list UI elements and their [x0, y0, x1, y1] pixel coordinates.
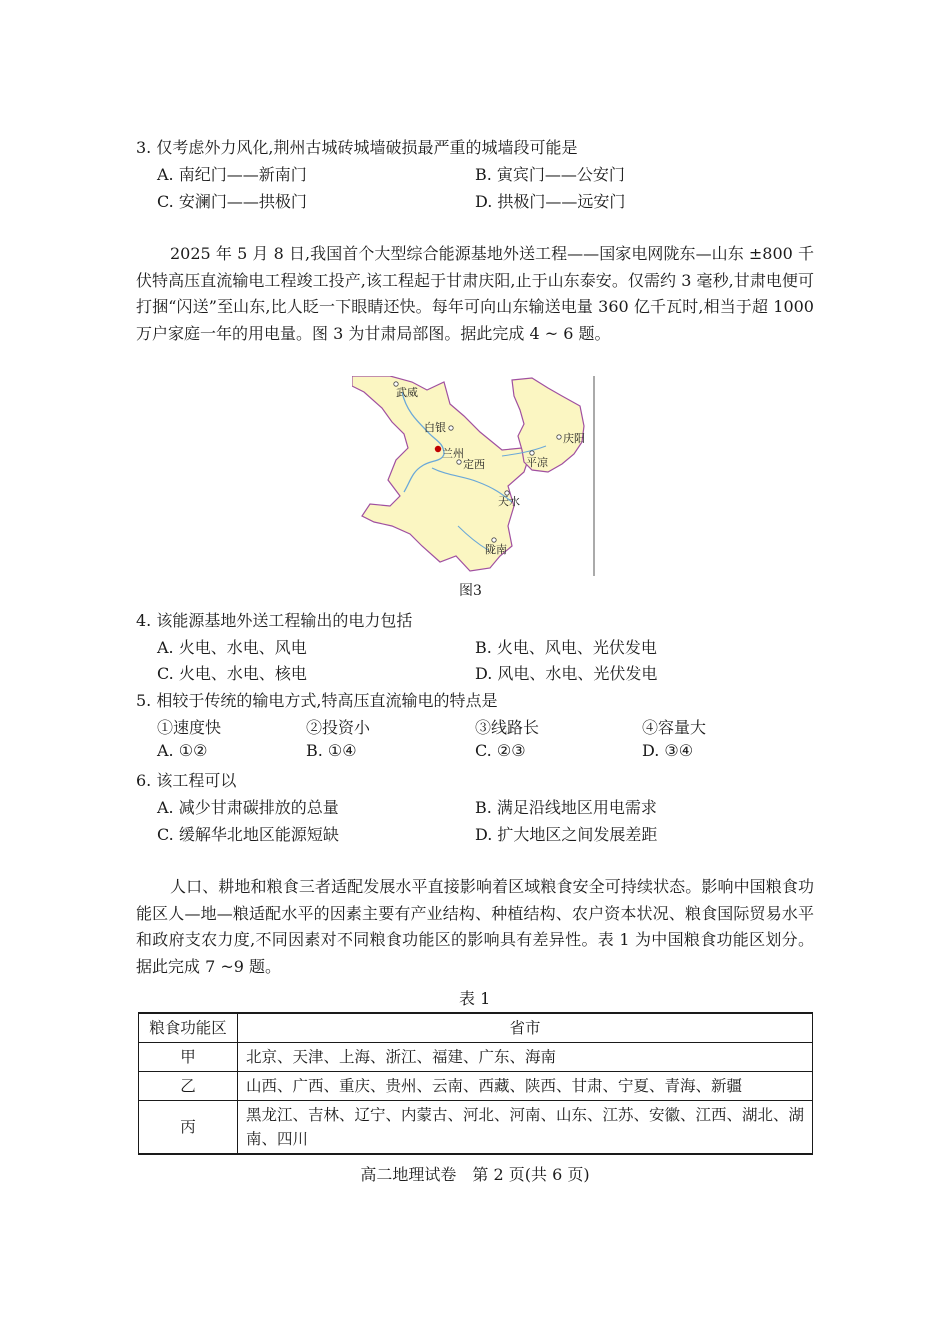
table-row: [139, 1101, 813, 1155]
q3-option-c: C. 安澜门——拱极门: [157, 192, 307, 211]
q5-option-a: A. ①②: [157, 741, 208, 760]
q6-stem: 6. 该工程可以: [136, 771, 237, 790]
q6-option-a: A. 减少甘肃碳排放的总量: [157, 798, 339, 817]
table-header-zone: 粮食功能区: [139, 1013, 238, 1043]
table-cell-zone: 甲: [139, 1043, 238, 1072]
q5-item-4: ④容量大: [642, 718, 707, 737]
q5-stem: 5. 相较于传统的输电方式,特高压直流输电的特点是: [136, 691, 498, 710]
city-label-dingxi: 定西: [463, 458, 485, 471]
table-title: 表 1: [459, 989, 491, 1008]
q3-option-d: D. 拱极门——远安门: [475, 192, 626, 211]
page-footer: 高二地理试卷 第 2 页(共 6 页): [360, 1165, 590, 1184]
gansu-map: [352, 376, 596, 576]
q3-option-b: B. 寅宾门——公安门: [475, 165, 625, 184]
figure-caption: 图3: [459, 583, 482, 599]
q4-option-c: C. 火电、水电、核电: [157, 664, 307, 683]
gansu-main-region: [352, 376, 528, 571]
q6-option-c: C. 缓解华北地区能源短缺: [157, 825, 339, 844]
grain-zone-table: [138, 1012, 813, 1155]
city-label-wuwei: 武威: [396, 386, 418, 399]
q6-option-b: B. 满足沿线地区用电需求: [475, 798, 657, 817]
city-label-longnan: 陇南: [485, 543, 507, 556]
q5-item-2: ②投资小: [306, 718, 371, 737]
table-row: [139, 1072, 813, 1101]
gansu-map-svg: [352, 376, 596, 576]
q4-option-b: B. 火电、风电、光伏发电: [475, 638, 657, 657]
q5-option-d: D. ③④: [642, 741, 694, 760]
table-header-provinces: 省市: [238, 1013, 813, 1043]
table-cell-provinces: 黑龙江、吉林、辽宁、内蒙古、河北、河南、山东、江苏、安徽、江西、湖北、湖南、四川: [238, 1101, 813, 1155]
q5-item-3: ③线路长: [475, 718, 540, 737]
table-cell-zone: 乙: [139, 1072, 238, 1101]
passage-energy-project: 2025 年 5 月 8 日,我国首个大型综合能源基地外送工程——国家电网陇东—山东 ±800 千伏特高压直流输电工程竣工投产,该工程起于甘肃庆阳,止于山东泰安。仅需约 3 毫秒,甘肃电便可打捆“闪送”至山东,比人眨一下眼睛还快。每年可向山东输送电量 360 亿千瓦时,相当于超 1000 万户家庭一年的用电量。图 3 为甘肃局部图。据此完成 4 ~ 6 题。: [136, 244, 814, 343]
gansu-east-region: [512, 378, 584, 472]
table-cell-provinces: 北京、天津、上海、浙江、福建、广东、海南: [238, 1043, 813, 1072]
q6-option-d: D. 扩大地区之间发展差距: [475, 825, 658, 844]
table-cell-provinces: 山西、广西、重庆、贵州、云南、西藏、陕西、甘肃、宁夏、青海、新疆: [238, 1072, 813, 1101]
city-label-qingyang: 庆阳: [563, 432, 585, 445]
q4-option-a: A. 火电、水电、风电: [157, 638, 307, 657]
passage-food-security: 人口、耕地和粮食三者适配发展水平直接影响着区域粮食安全可持续状态。影响中国粮食功能区人—地—粮适配水平的因素主要有产业结构、种植结构、农户资本状况、粮食国际贸易水平和政府支农力度,不同因素对不同粮食功能区的影响具有差异性。表 1 为中国粮食功能区划分。据此完成 7 ~9 题。: [136, 877, 814, 976]
q5-option-b: B. ①④: [306, 741, 357, 760]
q3-stem: 3. 仅考虑外力风化,荆州古城砖城墙破损最严重的城墙段可能是: [136, 138, 578, 157]
q3-option-a: A. 南纪门——新南门: [157, 165, 307, 184]
city-label-pingliang: 平凉: [526, 456, 548, 469]
city-label-tianshui: 天水: [498, 495, 520, 508]
table-cell-zone: 丙: [139, 1101, 238, 1155]
q4-stem: 4. 该能源基地外送工程输出的电力包括: [136, 611, 413, 630]
table-header-row: [139, 1013, 813, 1043]
city-label-baiyin: 白银: [424, 421, 446, 434]
city-label-lanzhou: 兰州: [442, 447, 464, 460]
q5-option-c: C. ②③: [475, 741, 526, 760]
q4-option-d: D. 风电、水电、光伏发电: [475, 664, 658, 683]
q5-item-1: ①速度快: [157, 718, 222, 737]
table-row: [139, 1043, 813, 1072]
